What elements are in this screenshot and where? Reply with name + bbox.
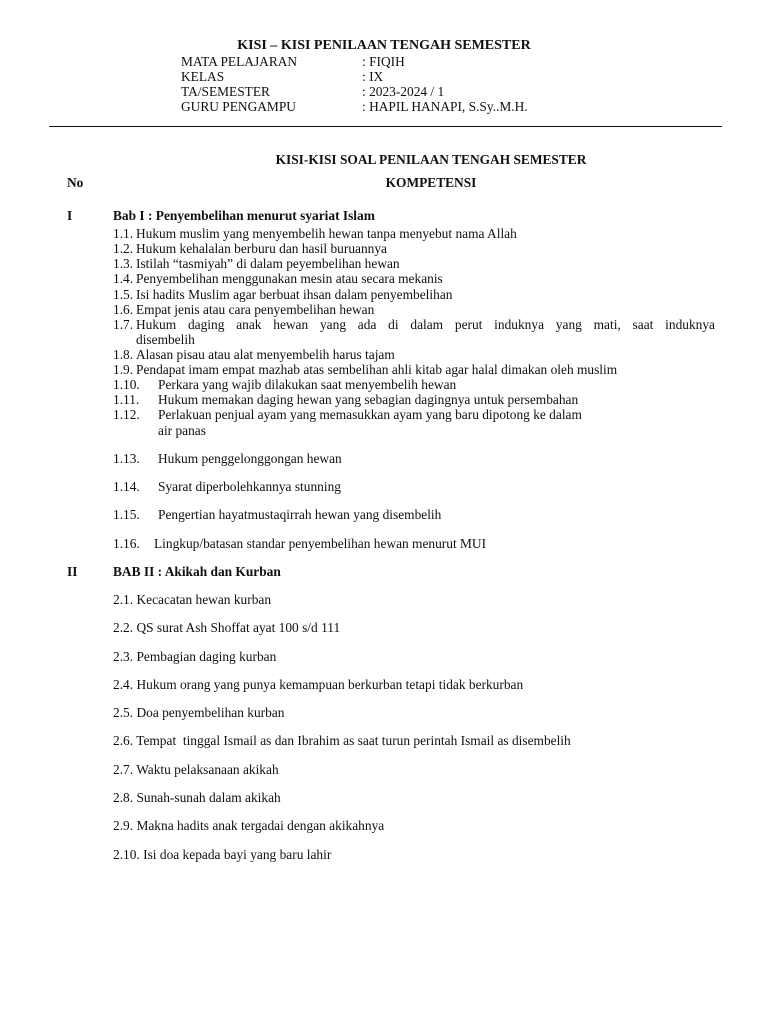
document-title: KISI – KISI PENILAAN TENGAH SEMESTER — [237, 38, 531, 53]
item-text: Isi hadits Muslim agar berbuat ihsan dalam penyembelihan — [136, 287, 453, 302]
item-text: Isi doa kepada bayi yang baru lahir — [143, 847, 332, 862]
item-text: Kecacatan hewan kurban — [136, 592, 272, 607]
list-item — [113, 762, 279, 778]
item-number: 1.15. — [113, 507, 140, 522]
teacher-value: : HAPIL HANAPI, S.Sy..M.H. — [362, 99, 528, 114]
item-number: 1.4. — [113, 271, 134, 286]
item-number: 1.2. — [113, 241, 134, 256]
item-number: 1.7. — [113, 317, 134, 332]
column-header-kompetensi: KOMPETENSI — [385, 175, 477, 190]
item-text: QS surat Ash Shoffat ayat 100 s/d 111 — [136, 620, 341, 635]
list-item — [113, 705, 284, 721]
item-number: 1.8. — [113, 347, 134, 362]
item-number: 1.6. — [113, 302, 134, 317]
item-text: Makna hadits anak tergadai dengan akikahnya — [136, 818, 385, 833]
item-number: 1.11. — [113, 392, 140, 407]
item-number: 1.14. — [113, 479, 140, 494]
item-number: 2.4. — [113, 677, 134, 692]
item-number: 1.1. — [113, 226, 134, 241]
item-text: Waktu pelaksanaan akikah — [136, 762, 279, 777]
chapter-number-2: II — [67, 564, 78, 579]
item-number: 2.7. — [113, 762, 134, 777]
chapter-title-1: Bab I : Penyembelihan menurut syariat Islam — [113, 208, 375, 223]
item-number: 1.5. — [113, 287, 134, 302]
item-text: Perlakuan penjual ayam yang memasukkan ayam yang baru dipotong ke dalam — [158, 407, 582, 422]
item-text: Pendapat imam empat mazhab atas sembelihan ahli kitab agar halal dimakan oleh muslim — [136, 362, 618, 377]
item-number: 2.5. — [113, 705, 134, 720]
item-number: 1.9. — [113, 362, 134, 377]
item-text-continuation: disembelih — [136, 332, 195, 347]
class-value: : IX — [362, 69, 384, 84]
semester-label: TA/SEMESTER — [181, 84, 270, 99]
item-number: 1.3. — [113, 256, 134, 271]
item-text: Doa penyembelihan kurban — [136, 705, 285, 720]
list-item — [113, 677, 523, 693]
item-number: 1.10. — [113, 377, 140, 392]
item-text: Hukum penggelonggongan hewan — [158, 451, 342, 466]
item-text-continuation: air panas — [158, 423, 206, 438]
chapter-title-2: BAB II : Akikah dan Kurban — [113, 564, 281, 579]
header-divider — [49, 126, 722, 127]
list-item — [113, 733, 571, 749]
list-item — [113, 847, 331, 863]
chapter-number-1: I — [67, 208, 73, 223]
item-text: Penyembelihan menggunakan mesin atau secara mekanis — [136, 271, 443, 286]
teacher-label: GURU PENGAMPU — [181, 99, 296, 114]
item-text: Syarat diperbolehkannya stunning — [158, 479, 341, 494]
item-text: Hukum orang yang punya kemampuan berkurban tetapi tidak berkurban — [136, 677, 524, 692]
item-text: Hukum muslim yang menyembelih hewan tanpa menyebut nama Allah — [136, 226, 517, 241]
item-number: 2.9. — [113, 818, 134, 833]
item-text: Pengertian hayatmustaqirrah hewan yang disembelih — [158, 507, 442, 522]
item-number: 1.16. — [113, 536, 140, 551]
semester-value: : 2023-2024 / 1 — [362, 84, 445, 99]
item-number: 2.10. — [113, 847, 140, 862]
item-text: Pembagian daging kurban — [136, 649, 277, 664]
item-text: Lingkup/batasan standar penyembelihan hewan menurut MUI — [154, 536, 487, 551]
section-title: KISI-KISI SOAL PENILAAN TENGAH SEMESTER — [275, 152, 587, 167]
list-item — [113, 818, 384, 834]
item-number: 2.1. — [113, 592, 134, 607]
item-text: Hukum daging anak hewan yang ada di dalam perut induknya yang mati, saat induknya — [136, 317, 715, 332]
item-text: Empat jenis atau cara penyembelihan hewan — [136, 302, 375, 317]
item-number: 1.12. — [113, 407, 140, 422]
column-header-no: No — [67, 175, 84, 190]
item-number: 2.2. — [113, 620, 134, 635]
item-text: Hukum kehalalan berburu dan hasil buruannya — [136, 241, 387, 256]
item-number: 2.3. — [113, 649, 134, 664]
class-label: KELAS — [181, 69, 225, 84]
list-item — [113, 649, 276, 665]
item-text: Alasan pisau atau alat menyembelih harus tajam — [136, 347, 395, 362]
item-text: Tempat tinggal Ismail as dan Ibrahim as saat turun perintah Ismail as disembelih — [136, 733, 571, 748]
item-number: 2.8. — [113, 790, 134, 805]
item-text: Perkara yang wajib dilakukan saat menyembelih hewan — [158, 377, 457, 392]
list-item — [113, 592, 271, 608]
item-number: 2.6. — [113, 733, 134, 748]
item-text: Hukum memakan daging hewan yang sebagian dagingnya untuk persembahan — [158, 392, 579, 407]
subject-label: MATA PELAJARAN — [181, 54, 298, 69]
list-item — [113, 790, 281, 806]
item-text: Sunah-sunah dalam akikah — [136, 790, 281, 805]
subject-value: : FIQIH — [362, 54, 405, 69]
item-text: Istilah “tasmiyah” di dalam peyembelihan hewan — [136, 256, 400, 271]
list-item — [113, 620, 340, 636]
item-number: 1.13. — [113, 451, 140, 466]
